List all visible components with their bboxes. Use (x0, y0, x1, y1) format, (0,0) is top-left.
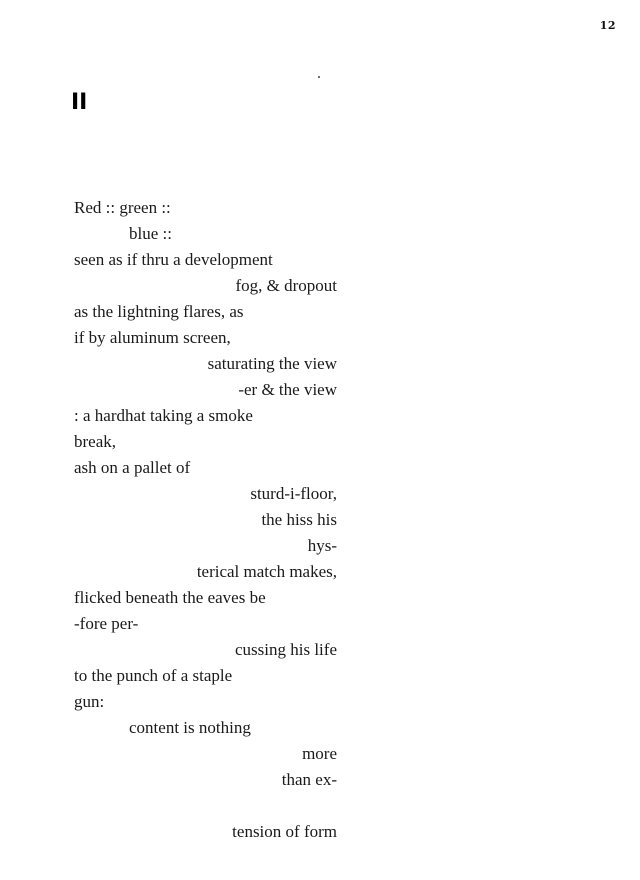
poem-line: than ex- (281, 770, 337, 789)
poem-line: -er & the view (238, 380, 337, 399)
poem-line: gun: (74, 692, 105, 711)
poem-line: tension of form (232, 822, 337, 841)
poem-line: more (302, 744, 337, 763)
poem-line: hys- (307, 536, 337, 555)
page-number: 12 (599, 19, 616, 32)
poem-line: as the lightning flares, as (74, 302, 244, 321)
poem-line: content is nothing (129, 718, 251, 737)
poem-line: flicked beneath the eaves be (74, 588, 266, 607)
poem-line: : a hardhat taking a smoke (74, 406, 253, 425)
poem-line: seen as if thru a development (74, 250, 273, 269)
poem-line: to the punch of a staple (74, 666, 233, 685)
poem-line: ash on a pallet of (74, 458, 191, 477)
poem-line: cussing his life (235, 640, 337, 659)
section-heading: II (71, 90, 88, 115)
poem-line: -fore per- (74, 614, 139, 633)
poem-line: break, (74, 432, 117, 451)
poem-line: sturd-i-floor, (250, 484, 337, 503)
poem-line: terical match makes, (196, 562, 337, 581)
poem-line: fog, & dropout (235, 276, 337, 295)
poem-line: if by aluminum screen, (74, 328, 231, 347)
poem-line: saturating the view (207, 354, 337, 373)
poem-line: the hiss his (261, 510, 337, 529)
poem-line: blue :: (129, 224, 172, 243)
poem-line: Red :: green :: (74, 198, 171, 217)
